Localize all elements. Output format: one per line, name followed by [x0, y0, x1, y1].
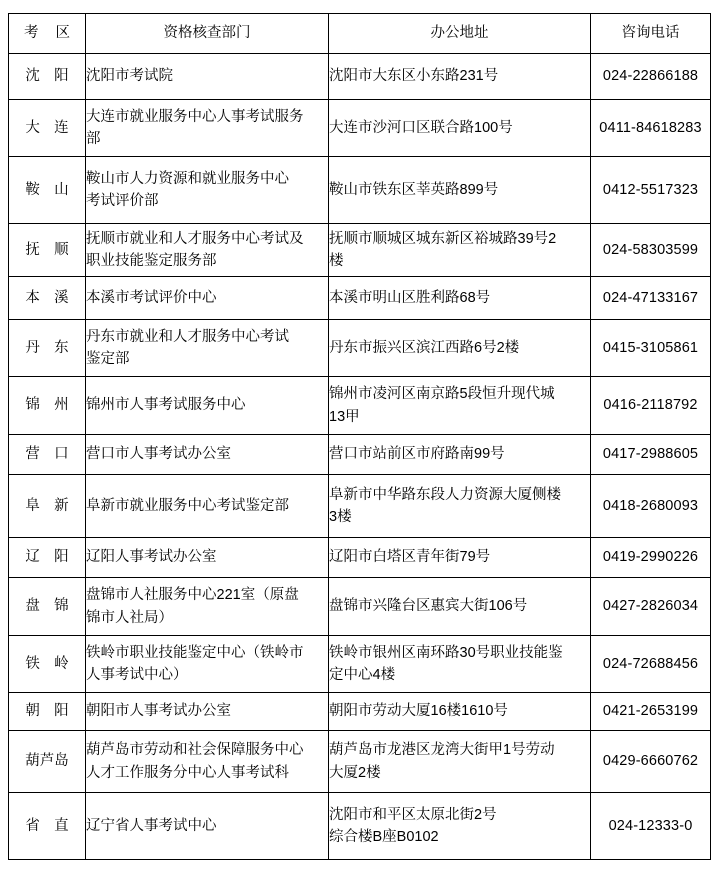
cell-address: [329, 320, 591, 377]
cell-phone: 024-22866188: [591, 54, 711, 100]
table-row: [9, 475, 711, 538]
cell-lines: [329, 700, 590, 722]
table-row: [9, 157, 711, 224]
text-line: 人事考试中心）: [86, 667, 188, 683]
cell-lines: [329, 228, 590, 273]
cell-address: [329, 377, 591, 435]
cell-lines: [329, 337, 590, 359]
cell-region: 省 直: [9, 793, 86, 860]
text-line: 锦州市凌河区南京路5段恒升现代城: [329, 386, 555, 403]
table-row: [9, 578, 711, 636]
cell-lines: [329, 287, 590, 309]
text-line: 沈阳市和平区太原北街2号: [329, 806, 497, 823]
cell-department: [86, 538, 329, 578]
column-header-department: 资格核查部门: [86, 14, 329, 54]
table-row: [9, 377, 711, 435]
text-line: 人才工作服务分中心人事考试科: [86, 764, 289, 781]
cell-lines: [86, 65, 328, 87]
cell-phone: 0411-84618283: [591, 100, 711, 157]
cell-department: [86, 793, 329, 860]
cell-address: [329, 277, 591, 320]
cell-department: [86, 277, 329, 320]
cell-address: [329, 435, 591, 475]
cell-phone: 024-47133167: [591, 277, 711, 320]
cell-lines: [329, 804, 590, 849]
cell-lines: [86, 287, 328, 309]
text-line: 辽阳人事考试办公室: [86, 549, 217, 566]
text-line: 综合楼B座B0102: [329, 829, 439, 845]
cell-lines: [86, 700, 328, 722]
exam-district-table: [8, 13, 711, 860]
cell-department: [86, 475, 329, 538]
cell-region: 营 口: [9, 435, 86, 475]
cell-phone: 0427-2826034: [591, 578, 711, 636]
cell-region: 铁 岭: [9, 636, 86, 693]
table-row: [9, 54, 711, 100]
cell-phone: 0412-5517323: [591, 157, 711, 224]
text-line: 盘锦市人社服务中心221室（原盘: [86, 587, 299, 604]
cell-phone: 0418-2680093: [591, 475, 711, 538]
text-line: 本溪市明山区胜利路68号: [329, 289, 491, 306]
table-row: [9, 693, 711, 731]
cell-region: 葫芦岛: [9, 731, 86, 793]
cell-phone: 024-58303599: [591, 224, 711, 277]
cell-address: [329, 538, 591, 578]
cell-lines: [86, 739, 328, 784]
text-line: 锦市人社局）: [86, 609, 173, 626]
cell-address: [329, 54, 591, 100]
cell-lines: [86, 642, 328, 687]
cell-lines: [329, 383, 590, 428]
cell-phone: 0416-2118792: [591, 377, 711, 435]
cell-region: 丹 东: [9, 320, 86, 377]
cell-region: 本 溪: [9, 277, 86, 320]
text-line: 阜新市就业服务中心考试鉴定部: [86, 497, 289, 514]
cell-address: [329, 224, 591, 277]
table-row: [9, 320, 711, 377]
cell-region: 抚 顺: [9, 224, 86, 277]
table-row: [9, 731, 711, 793]
text-line: 锦州市人事考试服务中心: [86, 397, 246, 414]
cell-region: 盘 锦: [9, 578, 86, 636]
text-line: 鉴定部: [86, 351, 130, 367]
text-line: 丹东市就业和人才服务中心考试: [86, 328, 289, 345]
text-line: 鞍山市铁东区莘英路899号: [329, 181, 499, 198]
table-header: [9, 14, 711, 54]
cell-department: [86, 377, 329, 435]
text-line: 铁岭市银州区南环路30号职业技能鉴: [329, 644, 563, 661]
cell-lines: [329, 65, 590, 87]
text-line: 丹东市振兴区滨江西路6号2楼: [329, 339, 520, 356]
cell-phone: 024-72688456: [591, 636, 711, 693]
cell-department: [86, 54, 329, 100]
cell-region: 锦 州: [9, 377, 86, 435]
table-row: [9, 277, 711, 320]
text-line: 本溪市考试评价中心: [86, 289, 217, 306]
cell-lines: [329, 642, 590, 687]
table-row: [9, 793, 711, 860]
cell-department: [86, 157, 329, 224]
text-line: 辽宁省人事考试中心: [86, 817, 217, 834]
text-line: 鞍山市人力资源和就业服务中心: [86, 170, 289, 187]
text-line: 大连市就业服务中心人事考试服务: [86, 108, 304, 125]
cell-lines: [86, 106, 328, 151]
cell-region: 阜 新: [9, 475, 86, 538]
cell-lines: [329, 179, 590, 201]
cell-department: [86, 578, 329, 636]
text-line: 盘锦市兴隆台区惠宾大街106号: [329, 598, 528, 615]
table-row: [9, 636, 711, 693]
cell-lines: [86, 228, 328, 273]
table-row: [9, 435, 711, 475]
text-line: 朝阳市劳动大厦16楼1610号: [329, 703, 508, 720]
cell-department: [86, 100, 329, 157]
cell-region: 朝 阳: [9, 693, 86, 731]
cell-lines: [329, 484, 590, 529]
column-header-address: 办公地址: [329, 14, 591, 54]
text-line: 3楼: [329, 509, 352, 525]
cell-address: [329, 636, 591, 693]
text-line: 辽阳市白塔区青年街79号: [329, 549, 491, 566]
cell-department: [86, 731, 329, 793]
cell-lines: [86, 495, 328, 517]
cell-lines: [329, 739, 590, 784]
cell-lines: [86, 815, 328, 837]
cell-phone: 0417-2988605: [591, 435, 711, 475]
text-line: 朝阳市人事考试办公室: [86, 703, 231, 720]
text-line: 定中心4楼: [329, 667, 396, 683]
cell-address: [329, 731, 591, 793]
text-line: 职业技能鉴定服务部: [86, 253, 217, 269]
table-row: [9, 538, 711, 578]
cell-lines: [329, 117, 590, 139]
cell-lines: [86, 584, 328, 629]
cell-address: [329, 157, 591, 224]
text-line: 抚顺市就业和人才服务中心考试及: [86, 230, 304, 247]
text-line: 沈阳市考试院: [86, 68, 173, 85]
text-line: 营口市人事考试办公室: [86, 446, 231, 463]
cell-address: [329, 100, 591, 157]
cell-lines: [86, 443, 328, 465]
cell-lines: [329, 443, 590, 465]
text-line: 葫芦岛市劳动和社会保障服务中心: [86, 742, 304, 759]
text-line: 大厦2楼: [329, 764, 381, 781]
cell-address: [329, 793, 591, 860]
cell-lines: [86, 546, 328, 568]
text-line: 营口市站前区市府路南99号: [329, 446, 505, 463]
cell-lines: [86, 394, 328, 416]
column-header-phone: 咨询电话: [591, 14, 711, 54]
cell-department: [86, 636, 329, 693]
cell-department: [86, 693, 329, 731]
text-line: 沈阳市大东区小东路231号: [329, 68, 499, 85]
cell-address: [329, 475, 591, 538]
cell-lines: [86, 326, 328, 371]
cell-phone: 0429-6660762: [591, 731, 711, 793]
cell-address: [329, 693, 591, 731]
text-line: 葫芦岛市龙港区龙湾大街甲1号劳动: [329, 742, 555, 759]
text-line: 考试评价部: [86, 193, 159, 209]
text-line: 部: [86, 131, 101, 147]
cell-lines: [86, 168, 328, 213]
cell-region: 沈 阳: [9, 54, 86, 100]
cell-address: [329, 578, 591, 636]
table-body: [9, 54, 711, 860]
cell-department: [86, 224, 329, 277]
column-header-region: 考 区: [9, 14, 86, 54]
cell-department: [86, 320, 329, 377]
cell-lines: [329, 546, 590, 568]
cell-region: 大 连: [9, 100, 86, 157]
cell-department: [86, 435, 329, 475]
cell-phone: 0415-3105861: [591, 320, 711, 377]
cell-lines: [329, 595, 590, 617]
text-line: 铁岭市职业技能鉴定中心（铁岭市: [86, 644, 304, 661]
cell-phone: 024-12333-0: [591, 793, 711, 860]
cell-region: 鞍 山: [9, 157, 86, 224]
table-header-row: [9, 14, 711, 54]
cell-phone: 0419-2990226: [591, 538, 711, 578]
table-row: [9, 224, 711, 277]
table-row: [9, 100, 711, 157]
cell-region: 辽 阳: [9, 538, 86, 578]
text-line: 13甲: [329, 408, 360, 425]
text-line: 阜新市中华路东段人力资源大厦侧楼: [329, 486, 561, 503]
text-line: 楼: [329, 253, 344, 269]
cell-phone: 0421-2653199: [591, 693, 711, 731]
text-line: 抚顺市顺城区城东新区裕城路39号2: [329, 230, 557, 247]
text-line: 大连市沙河口区联合路100号: [329, 119, 513, 136]
